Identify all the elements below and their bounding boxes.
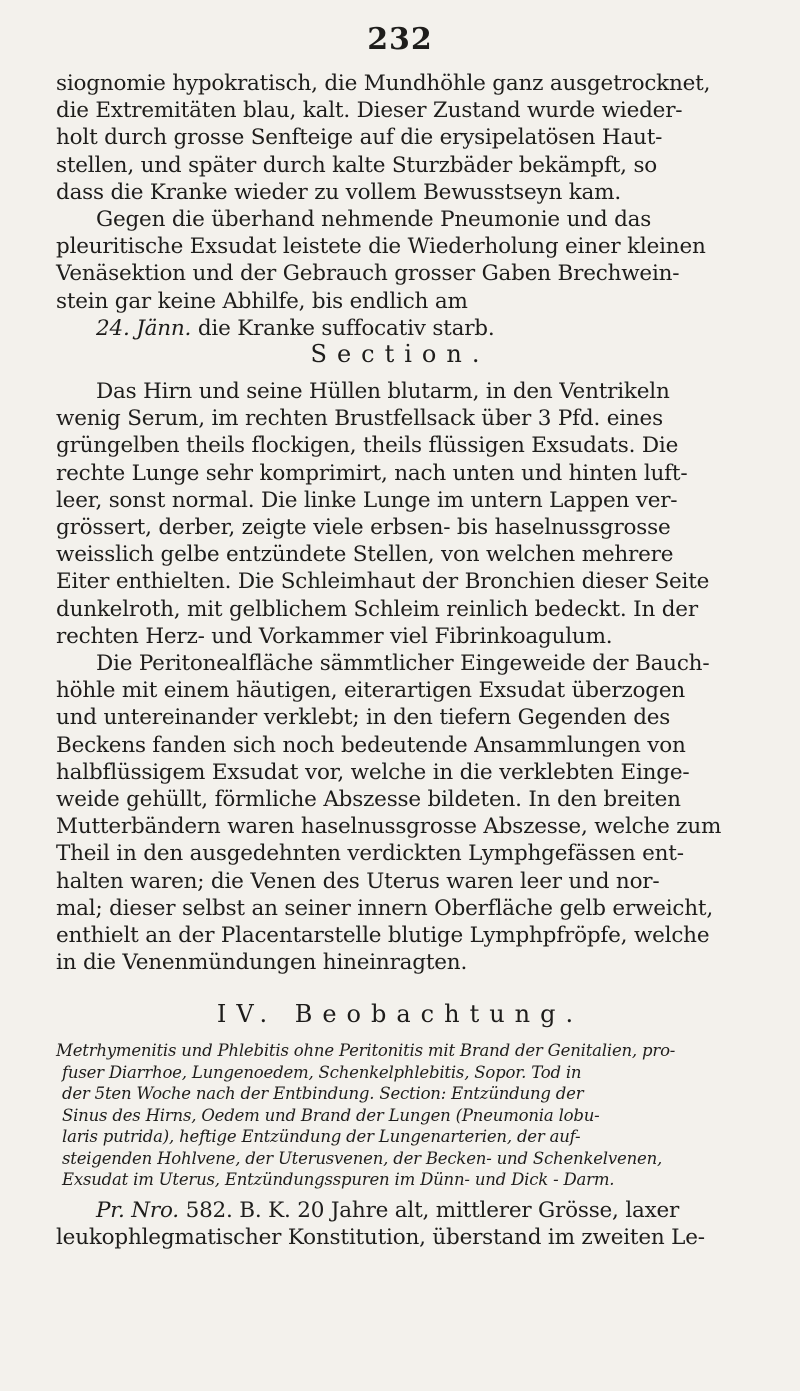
text-line: halbflüssigem Exsudat vor, welche in die verklebten Einge- [56,759,690,785]
text-line: stein gar keine Abhilfe, bis endlich am [56,288,468,314]
death-date: 24. Jänn. [96,315,192,341]
text-line: halten waren; die Venen des Uterus waren leer und nor- [56,868,660,894]
text-line: Mutterbändern waren haselnussgrosse Abszesse, welche zum [56,814,722,840]
case-label: Pr. Nro. [96,1198,179,1223]
text-line: Die Peritonealfläche sämmtlicher Eingeweide der Bauch- [96,651,710,677]
text-line: dunkelroth, mit gelblichem Schleim reinlich bedeckt. In der [56,596,698,622]
case-summary [56,1040,784,1191]
death-line [56,315,784,342]
summary-line: steigenden Hohlvene, der Uterusvenen, der Becken- und Schenkelvenen, [62,1148,663,1168]
text-line: leer, sonst normal. Die linke Lunge im untern Lappen ver- [56,487,678,513]
summary-line: Exsudat im Uterus, Entzündungsspuren im Dünn- und Dick - Darm. [62,1170,615,1189]
text-line: weide gehüllt, förmliche Abszesse bildeten. In den breiten [56,787,681,813]
text-line: grüngelben theils flockigen, theils flüssigen Exsudats. Die [56,433,679,459]
text-line: rechte Lunge sehr komprimirt, nach unten und hinten luft- [56,460,688,486]
text-line: dass die Kranke wieder zu vollem Bewusstseyn kam. [56,179,621,205]
text-line: Venäsektion und der Gebrauch grosser Gaben Brechwein- [56,261,680,287]
text-line: weisslich gelbe entzündete Stellen, von welchen mehrere [56,542,674,568]
summary-line: Sinus des Hirns, Oedem und Brand der Lungen (Pneumonia lobu- [62,1105,600,1125]
text-line: Das Hirn und seine Hüllen blutarm, in den Ventrikeln [96,379,670,404]
text-line: Theil in den ausgedehnten verdickten Lymphgefässen ent- [56,841,684,867]
text-line: in die Venenmündungen hineinragten. [56,950,468,976]
section-heading: Section. [310,340,490,368]
text-line: siognomie hypokratisch, die Mundhöhle ganz ausgetrocknet, [56,71,711,96]
text-line: pleuritische Exsudat leistete die Wiederholung einer kleinen [56,234,706,260]
text-line: stellen, und später durch kalte Sturzbäder bekämpft, so [56,152,658,178]
text-line: mal; dieser selbst an seiner innern Oberfläche gelb erweicht, [56,895,713,921]
text-line: grössert, derber, zeigte viele erbsen- bis haselnussgrosse [56,515,671,541]
case-text: 582. B. K. 20 Jahre alt, mittlerer Grösse, laxer [178,1198,680,1223]
text-line: Beckens fanden sich noch bedeutende Ansammlungen von [56,732,686,758]
text-line: holt durch grosse Senfteige auf die erysipelatösen Haut- [56,125,663,151]
text-line: enthielt an der Placentarstelle blutige Lymphpfröpfe, welche [56,923,710,949]
summary-line: Metrhymenitis und Phlebitis ohne Peritonitis mit Brand der Genitalien, pro- [56,1041,676,1060]
text-line: die Extremitäten blau, kalt. Dieser Zustand wurde wieder- [56,98,683,124]
summary-line: laris putrida), heftige Entzündung der Lungenarterien, der auf- [62,1127,581,1146]
summary-line: der 5ten Woche nach der Entbindung. Section: Entzündung der [62,1084,584,1103]
text-line: Eiter enthielten. Die Schleimhaut der Bronchien dieser Seite [56,569,710,595]
case-line [56,1197,784,1224]
intro-paragraph [56,70,784,342]
observation-heading: IV. Beobachtung. [216,1000,584,1028]
death-text: die Kranke suffocativ starb. [191,315,495,341]
page-number: 232 [367,22,433,57]
text-line: wenig Serum, im rechten Brustfellsack über 3 Pfd. eines [56,406,663,432]
text-line: höhle mit einem häutigen, eiterartigen Exsudat überzogen [56,678,686,704]
text-line: rechten Herz- und Vorkammer viel Fibrinkoagulum. [56,623,613,649]
text-line: und untereinander verklebt; in den tiefern Gegenden des [56,705,671,731]
section-body [56,378,784,976]
case-paragraph [56,1197,784,1251]
text-line: Gegen die überhand nehmende Pneumonie und das [96,207,652,233]
summary-line: fuser Diarrhoe, Lungenoedem, Schenkelphlebitis, Sopor. Tod in [62,1062,582,1082]
text-line: leukophlegmatischer Konstitution, überstand im zweiten Le- [56,1225,705,1251]
